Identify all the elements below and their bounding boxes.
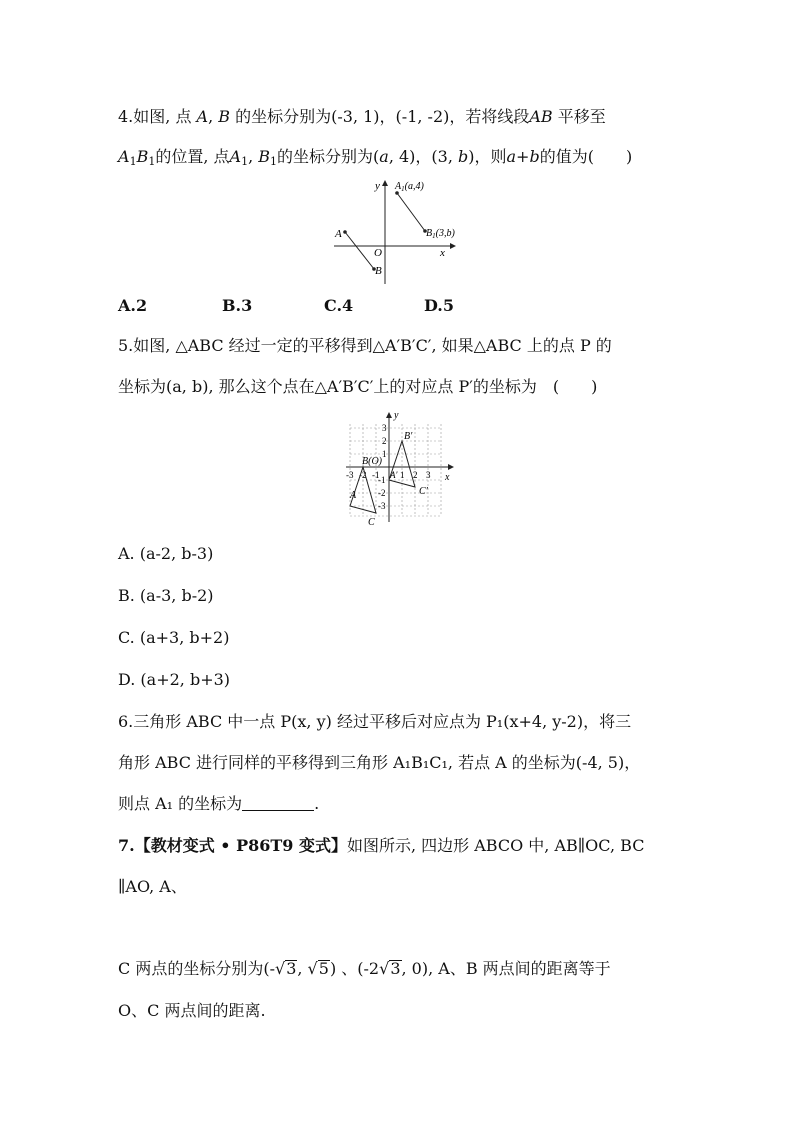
q4-label-o: O [374, 247, 382, 259]
q4-var-b1: B [258, 147, 271, 166]
q5-option-a: A. (a-2, b-3) [118, 544, 214, 563]
q4-sub: 1 [241, 155, 249, 168]
q4-label-x: x [440, 247, 445, 259]
q4-sub: 1 [129, 155, 137, 168]
q4-text: 的位置, 点 [155, 147, 230, 166]
q4-option-d: D.5 [424, 296, 455, 315]
q4-label-b1: $B_1(3,b)$ [426, 228, 455, 240]
q5-tick-x: -1 [372, 470, 380, 480]
sqrt-symbol: √ [307, 959, 318, 978]
q5-option-c: C. (a+3, b+2) [118, 628, 230, 647]
q4-label-a: A [335, 228, 342, 240]
q4-label-a1: $A_1(a,4)$ [395, 181, 424, 193]
q6-line-1: 6.三角形 ABC 中一点 P(x, y) 经过平移后对应点为 P₁(x+4, y-2)，将三 [118, 712, 632, 731]
q4-var-a1: A [229, 147, 242, 166]
q5-tick-x: 3 [426, 470, 431, 480]
q7-sqrt-3: 3 [286, 959, 297, 978]
q6-line-3 [118, 793, 319, 815]
q7-text: , [297, 959, 308, 978]
q7-tag: 7.【教材变式 • P86T9 变式】 [118, 836, 347, 855]
q5-tick-y: -1 [378, 475, 386, 485]
q4-option-c: C.4 [324, 296, 354, 315]
q7-line-3 [118, 958, 611, 980]
q4-var-a-lower: a [379, 147, 389, 166]
q4-figure [330, 176, 460, 288]
q5-tick-y: -2 [378, 488, 386, 498]
q7-sqrt-3b: 3 [390, 959, 401, 978]
q4-sub: 1 [148, 155, 156, 168]
q4-line-1 [118, 106, 606, 128]
q6-answer-blank [242, 796, 314, 811]
q7-line-4: O、C 两点间的距离. [118, 1001, 266, 1020]
q4-text: )，则 [468, 147, 507, 166]
q4-segment-ab [345, 232, 374, 269]
q6-line-3-text: 则点 A₁ 的坐标为 [118, 794, 243, 813]
q5-label-b-o: B(O) [362, 456, 382, 467]
q4-text: 的值为( ) [539, 147, 633, 166]
q5-tick-y: -3 [378, 501, 386, 511]
q7-line-2: ∥AO, A、 [118, 877, 187, 896]
q4-var-b-lower: b [458, 147, 469, 166]
q4-segment-a1b1 [397, 193, 425, 231]
q7-text: C 两点的坐标分别为(- [118, 959, 275, 978]
q4-text: , 4)，(3, [388, 147, 459, 166]
q4-text: , [208, 107, 219, 126]
q5-tick-x: -2 [359, 470, 367, 480]
q5-line-1: 5.如图, △ABC 经过一定的平移得到△A′B′C′, 如果△ABC 上的点 P 的 [118, 336, 612, 355]
q4-text: 的坐标分别为(-3, 1)，(-1, -2)，若将线段 [230, 107, 530, 126]
q7-text: , 0), A、B 两点间的距离等于 [401, 959, 611, 978]
q4-x-arrow [450, 243, 456, 249]
q5-tick-x: 2 [413, 470, 418, 480]
q5-tick-y: 2 [382, 436, 387, 446]
q4-point-a [343, 230, 347, 234]
q5-tick-y: 1 [382, 449, 387, 459]
q5-option-d: D. (a+2, b+3) [118, 670, 231, 689]
q4-text: 平移至 [552, 107, 606, 126]
q7-text: ) 、(-2 [329, 959, 380, 978]
q5-line-2: 坐标为(a, b), 那么这个点在△A′B′C′上的对应点 P′的坐标为 ( ) [118, 377, 598, 396]
q7-line-1-rest: 如图所示, 四边形 ABCO 中, AB∥OC, BC [346, 836, 645, 855]
q4-var-b: B [218, 107, 231, 126]
q4-option-b: B.3 [222, 296, 253, 315]
q5-y-arrow [386, 412, 392, 418]
sqrt-symbol: √ [379, 959, 390, 978]
q5-x-arrow [448, 464, 454, 470]
q5-label-x: x [445, 472, 450, 483]
q4-sub: 1 [270, 155, 278, 168]
q5-tick-x: 1 [400, 470, 405, 480]
q5-label-c: C [368, 517, 375, 528]
q6-line-2: 角形 ABC 进行同样的平移得到三角形 A₁B₁C₁, 若点 A 的坐标为(-4, 5)， [118, 753, 641, 772]
q4-text: 的坐标分别为( [277, 147, 380, 166]
q5-label-a-prime: A′ [390, 470, 398, 480]
q4-var-sum: a+b [506, 147, 540, 166]
q5-label-b-prime: B′ [404, 431, 413, 442]
q4-var-a1: A [118, 147, 130, 166]
q4-var-ab: AB [529, 107, 553, 126]
q5-option-b: B. (a-3, b-2) [118, 586, 214, 605]
q4-line-2: $A_1B_1$的位置, 点$A_1$, $B_1$的坐标分别为(a, 4)，(3, b)，则a+b的值为( ) [118, 147, 633, 168]
q5-label-y: y [394, 410, 399, 421]
q5-label-a: A [350, 490, 357, 501]
q4-option-a: A.2 [118, 296, 148, 315]
q4-label-y: y [375, 180, 380, 192]
q4-text: 4.如图, 点 [118, 107, 197, 126]
q7-line-1 [118, 835, 644, 857]
q4-label-b: B [375, 265, 382, 277]
q4-y-arrow [382, 180, 388, 186]
q6-line-3-end: . [314, 794, 320, 813]
q5-figure [342, 410, 456, 528]
q4-var-b1: B [136, 147, 149, 166]
q5-tick-x: -3 [346, 470, 354, 480]
q5-label-c-prime: C′ [419, 486, 428, 497]
q7-sqrt-5: 5 [318, 959, 329, 978]
sqrt-symbol: √ [274, 959, 286, 978]
q4-var-a: A [196, 107, 209, 126]
q5-tick-y: 3 [382, 423, 387, 433]
